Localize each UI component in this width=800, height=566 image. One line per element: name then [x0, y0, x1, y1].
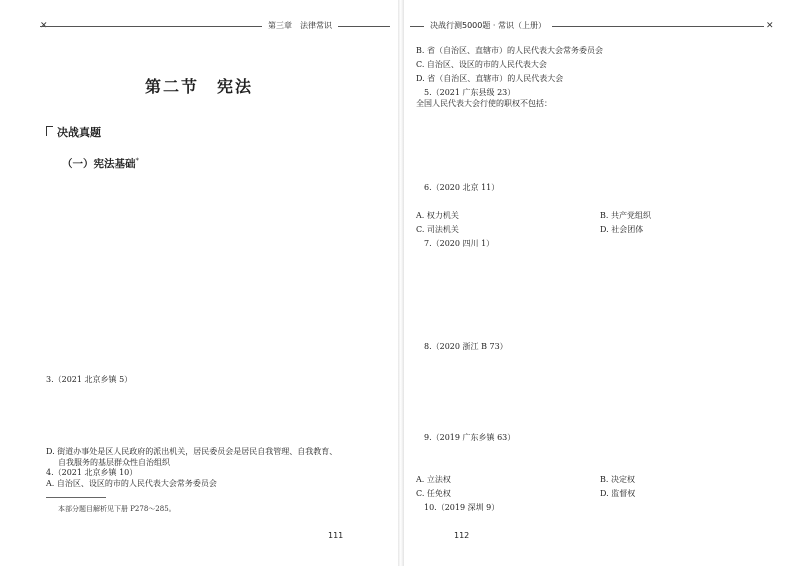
- box-title: [46, 124, 101, 140]
- question-3-option-d: D. 街道办事处是区人民政府的派出机关，居民委员会是居民自我管理、自我教育、: [46, 447, 338, 456]
- header-book-title: 决战行测5000题 · 常识（上册）: [424, 20, 552, 32]
- bracket-icon: [46, 126, 53, 136]
- q6-option-b: B. 共产党组织: [600, 211, 651, 220]
- question-3: 3.（2021 北京乡镇 5）: [46, 375, 133, 384]
- q4-option-d: D. 省（自治区、直辖市）的人民代表大会: [416, 74, 564, 83]
- q9-option-d: D. 监督权: [600, 489, 636, 498]
- footnote-rule: [46, 497, 106, 498]
- q6-option-c: C. 司法机关: [416, 225, 459, 234]
- question-8: 8.（2020 浙江 B 73）: [424, 342, 508, 351]
- question-6: 6.（2020 北京 11）: [424, 183, 500, 192]
- footnote: 本部分题目解析见下册 P278～285。: [58, 505, 176, 513]
- question-3-option-d-cont: 自我服务的基层群众性自治组织: [58, 458, 170, 467]
- right-page: [404, 0, 800, 566]
- question-5-line-2: 全国人民代表大会行使的职权不包括：: [416, 99, 552, 108]
- subsection-title-text: （一）宪法基础: [62, 158, 136, 170]
- footnote-mark: *: [135, 156, 139, 165]
- header-corner-mark-right: ✕: [766, 21, 774, 31]
- q9-option-c: C. 任免权: [416, 489, 451, 498]
- question-7: 7.（2020 四川 1）: [424, 239, 495, 248]
- header-corner-mark: ✕: [40, 21, 48, 31]
- question-10: 10.（2019 深圳 9）: [424, 503, 500, 512]
- subsection-title: [62, 156, 139, 171]
- q6-option-d: D. 社会团体: [600, 225, 644, 234]
- q6-option-a: A. 权力机关: [416, 211, 459, 220]
- page-number-right: 112: [454, 531, 470, 540]
- page-number-left: 111: [328, 531, 344, 540]
- question-5: 5.（2021 广东县级 23）: [424, 88, 516, 97]
- q4-option-c: C. 自治区、设区的市的人民代表大会: [416, 60, 547, 69]
- question-4: 4.（2021 北京乡镇 10）: [46, 468, 138, 477]
- q9-option-a: A. 立法权: [416, 475, 451, 484]
- question-4-option-a: A. 自治区、设区的市的人民代表大会常务委员会: [46, 479, 217, 488]
- section-title: 第二节 宪法: [144, 77, 253, 96]
- header-chapter: 第三章 法律常识: [262, 20, 338, 32]
- question-9: 9.（2019 广东乡镇 63）: [424, 433, 516, 442]
- box-title-text: 决战真题: [57, 126, 101, 139]
- q4-option-b: B. 省（自治区、直辖市）的人民代表大会常务委员会: [416, 46, 603, 55]
- left-page: [0, 0, 398, 566]
- q9-option-b: B. 决定权: [600, 475, 635, 484]
